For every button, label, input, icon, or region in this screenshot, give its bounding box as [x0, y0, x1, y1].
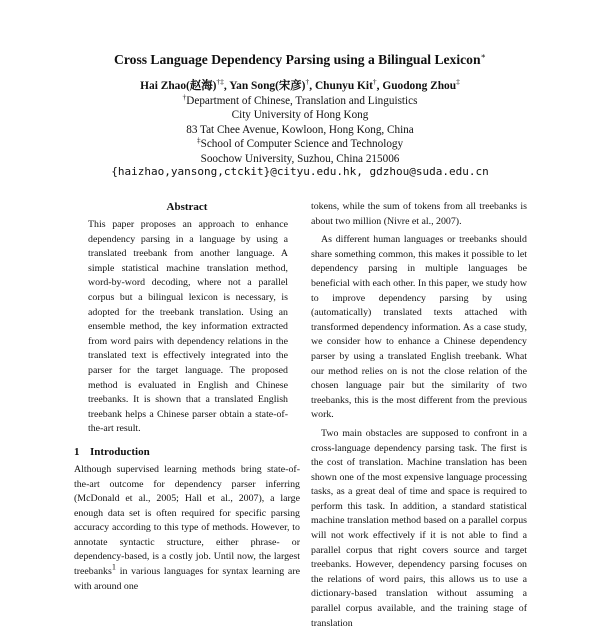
affiliation-text: Soochow University, Suzhou, China 215006: [200, 152, 400, 165]
intro-text: Although supervised learning methods bring state-of-the-art outcome for dependency parser inferring (McDonald et al., 2005; Hall et al., 2007), a large enough data set is often required for specific parsing accuracy according to this type of methods. However, to annotate syntactic structure, either phrase- or dependency-based, is a costly job. Until now, the largest treebanks: [74, 463, 300, 578]
body-paragraph: tokens, while the sum of tokens from all treebanks is about two million (Nivre et al., 2007).: [311, 201, 527, 227]
footnote-mark: 1: [111, 562, 116, 572]
body-paragraph: As different human languages or treebanks should share something common, this makes it possible to let dependency parsing in multiple languages be beneficial with each other. In this paper, we study how to improve dependency parsing by using (automatically) translated texts attached with transformed dependency information. As a case study, we consider how to enhance a Chinese dependency parser by using a translated English treebank. What our method relies on is not the close relation of the chosen language pair but the similarity of two treebanks, this is the most different from the previous work.: [311, 234, 527, 421]
author-name: Chunyu Kit: [314, 80, 373, 92]
affiliation-line: [0, 108, 600, 122]
affiliation-text: School of Computer Science and Technology: [200, 138, 404, 151]
affiliation-block: [0, 94, 600, 166]
intro-text-continued: in various languages for syntax learning are with around one: [74, 566, 300, 592]
right-column: [311, 200, 527, 635]
affiliation-line: [0, 123, 600, 137]
title-text: Cross Language Dependency Parsing using a Bilingual Lexicon: [114, 52, 481, 67]
section-heading: [74, 445, 300, 459]
author-affil-mark: ‡: [456, 77, 460, 87]
author-name: Guodong Zhou: [382, 80, 457, 92]
affiliation-line: [0, 137, 600, 151]
affiliation-line: [0, 94, 600, 108]
abstract-heading: Abstract: [166, 201, 208, 213]
affiliation-text: City University of Hong Kong: [231, 109, 369, 122]
author-affil-mark: †: [372, 77, 377, 87]
left-column: [74, 200, 300, 594]
author-affil-mark: †‡: [216, 77, 224, 87]
affiliation-text: 83 Tat Chee Avenue, Kowloon, Hong Kong, China: [186, 123, 414, 136]
abstract-text: This paper proposes an approach to enhance dependency parsing in a language by using a translated treebank from another language. A simple statistical machine translation method, word-by-word decoding, where not a parallel corpus but a bilingual lexicon is necessary, is adopted for the treebank translation. Using an ensemble method, the key information extracted from word pairs with dependency relations in the translated text is effectively integrated into the parser for the target language. The proposed method is evaluated in English and Chinese treebanks. It is shown that a translated English treebank helps a Chinese parser obtain a state-of-the-art result.: [88, 219, 288, 435]
title-footnote-mark: ∗: [480, 51, 486, 61]
author-affil-mark: †: [305, 77, 310, 87]
affiliation-text: Department of Chinese, Translation and Linguistics: [186, 95, 418, 107]
body-paragraph: Two main obstacles are supposed to confront in a cross-language dependency parsing task. The first is the cost of translation. Machine translation has been shown one of the most expensive language processing tasks, as a great deal of time and space is required to perform this task. In addition, a standard statistical machine translation method based on a parallel corpus will not work effectively if it is not able to find a parallel corpus that right covers source and target treebanks. However, dependency parsing focuses on the relations of word pairs, this allows us to use a dictionary-based translation without assuming a parallel corpus available, and the training stage of translation: [311, 427, 527, 629]
author-separator: ,: [376, 80, 383, 92]
intro-paragraph: [74, 463, 300, 594]
affiliation-line: [0, 152, 600, 166]
affiliation-mark: †: [182, 92, 187, 102]
author-separator: ,: [309, 80, 315, 92]
author-emails: {haizhao,yansong,ctckit}@cityu.edu.hk, gdzhou@suda.edu.cn: [111, 165, 489, 178]
author-list: [0, 79, 600, 93]
author-name: Yan Song(宋彦): [229, 80, 306, 92]
section-title: Introduction: [90, 445, 150, 458]
paper-title: [0, 52, 600, 68]
author-separator: ,: [223, 80, 230, 92]
section-number: 1: [74, 445, 80, 458]
author-name: Hai Zhao(赵海): [140, 80, 217, 92]
affiliation-mark: ‡: [196, 135, 201, 145]
